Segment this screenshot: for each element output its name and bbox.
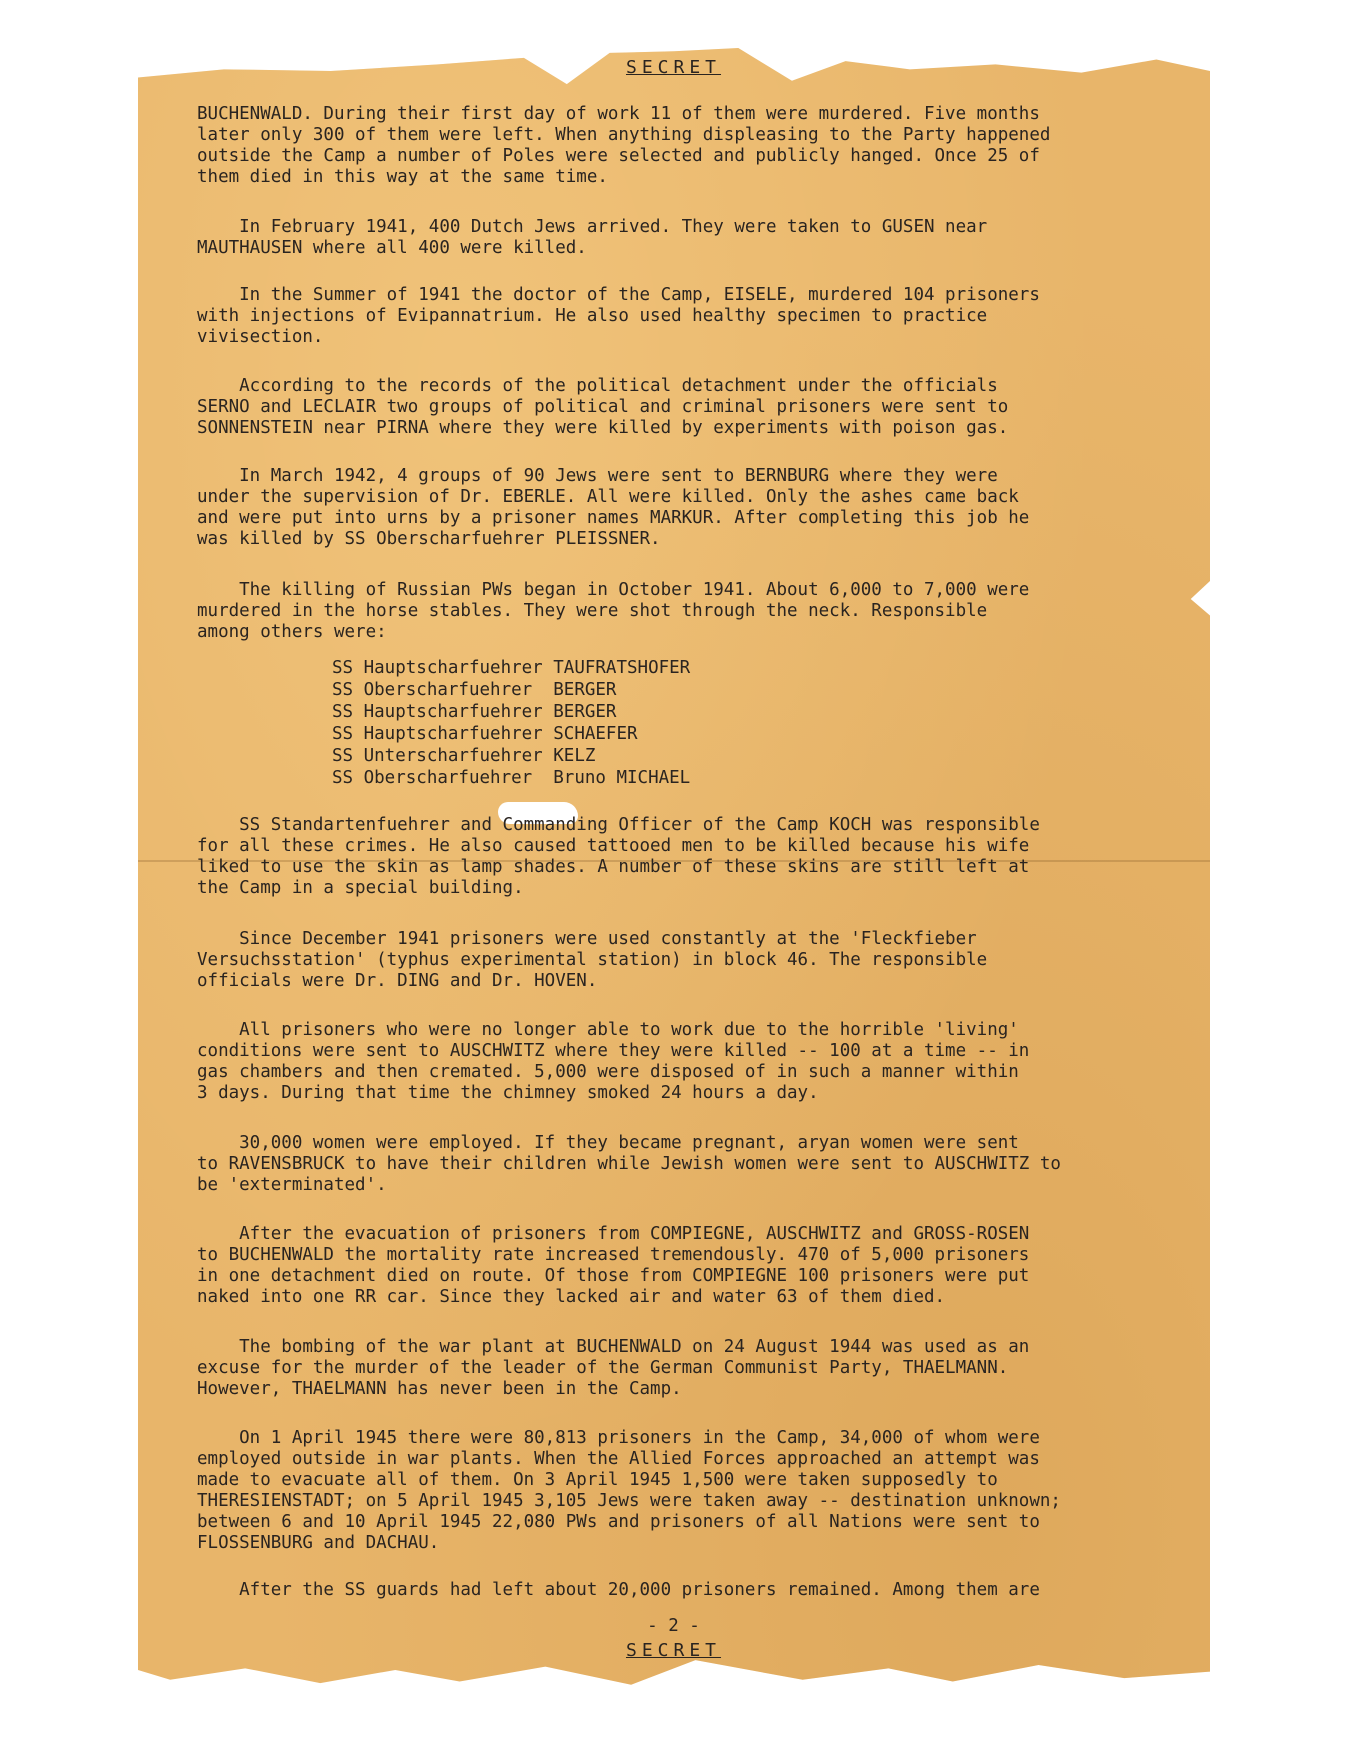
paragraph-5: In March 1942, 4 groups of 90 Jews were sent to BERNBURG where they were under the supervision of Dr. EBERLE. All were killed. Only the ashes came back and were put into urns by a prisoner names MARKUR. After completing this job he was killed by SS Oberscharfuehrer PLEISSNER. [197,466,1030,549]
paragraph-1: BUCHENWALD. During their first day of work 11 of them were murdered. Five months later only 300 of them were left. When anything displeasing to the Party happened outside the Camp a number of Poles were selected and publicly hanged. Once 25 of them died in this way at the same time. [197,104,1051,187]
responsible-item: SS Hauptscharfuehrer TAUFRATSHOFER [332,658,691,678]
paragraph-2: In February 1941, 400 Dutch Jews arrived. They were taken to GUSEN near MAUTHAUSEN where all 400 were killed. [197,217,988,258]
paragraph-4: According to the records of the political detachment under the officials SERNO and LECLAIR two groups of political and criminal prisoners were sent to SONNENSTEIN near PIRNA where they were killed by experiments with poison gas. [197,376,1009,438]
paragraph-14: After the SS guards had left about 20,000 prisoners remained. Among them are [197,1580,1040,1600]
paragraph-8: Since December 1941 prisoners were used constantly at the 'Fleckfieber Versuchsstation' (typhus experimental station) in block 46. The responsible officials were Dr. DING and Dr. HOVEN. [197,929,988,991]
paragraph-6: The killing of Russian PWs began in October 1941. About 6,000 to 7,000 were murdered in the horse stables. They were shot through the neck. Responsible among others were: [197,580,1030,642]
responsible-item: SS Hauptscharfuehrer SCHAEFER [332,724,638,744]
paragraph-7: SS Standartenfuehrer and Commanding Officer of the Camp KOCH was responsible for all these crimes. He also caused tattooed men to be killed because his wife liked to use the skin as lamp shades. A number of these skins are still left at the Camp in a special building. [197,815,1040,898]
paragraph-12: The bombing of the war plant at BUCHENWALD on 24 August 1944 was used as an excuse for the murder of the leader of the German Communist Party, THAELMANN. However, THAELMANN has never been in the Camp. [197,1337,1030,1399]
responsible-item: SS Unterscharfuehrer KELZ [332,746,596,766]
responsible-item: SS Oberscharfuehrer BERGER [332,680,617,700]
paragraph-9: All prisoners who were no longer able to work due to the horrible 'living' conditions were sent to AUSCHWITZ where they were killed -- 100 at a time -- in gas chambers and then cremated. 5,000 were disposed of in such a manner within 3 days. During that time the chimney smoked 24 hours a day. [197,1020,1030,1103]
page-number: - 2 - [647,1616,700,1636]
responsible-item: SS Hauptscharfuehrer BERGER [332,702,617,722]
header-classification: SECRET [625,57,722,78]
paragraph-13: On 1 April 1945 there were 80,813 prisoners in the Camp, 34,000 of whom were employed outside in war plants. When the Allied Forces approached an attempt was made to evacuate all of them. On 3 April 1945 1,500 were taken supposedly to THERESIENSTADT; on 5 April 1945 3,105 Jews were taken away -- destination unknown; between 6 and 10 April 1945 22,080 PWs and prisoners of all Nations were sent to FLOSSENBURG and DACHAU. [197,1428,1061,1553]
paragraph-3: In the Summer of 1941 the doctor of the Camp, EISELE, murdered 104 prisoners with injections of Evipannatrium. He also used healthy specimen to practice vivisection. [197,285,1040,347]
paragraph-11: After the evacuation of prisoners from COMPIEGNE, AUSCHWITZ and GROSS-ROSEN to BUCHENWALD the mortality rate increased tremendously. 470 of 5,000 prisoners in one detachment died on route. Of those from COMPIEGNE 100 prisoners were put naked into one RR car. Since they lacked air and water 63 of them died. [197,1224,1030,1307]
paragraph-10: 30,000 women were employed. If they became pregnant, aryan women were sent to RAVENSBRUCK to have their children while Jewish women were sent to AUSCHWITZ to be 'exterminated'. [197,1133,1061,1195]
responsible-item: SS Oberscharfuehrer Bruno MICHAEL [332,768,691,788]
footer-classification: SECRET [625,1640,722,1661]
